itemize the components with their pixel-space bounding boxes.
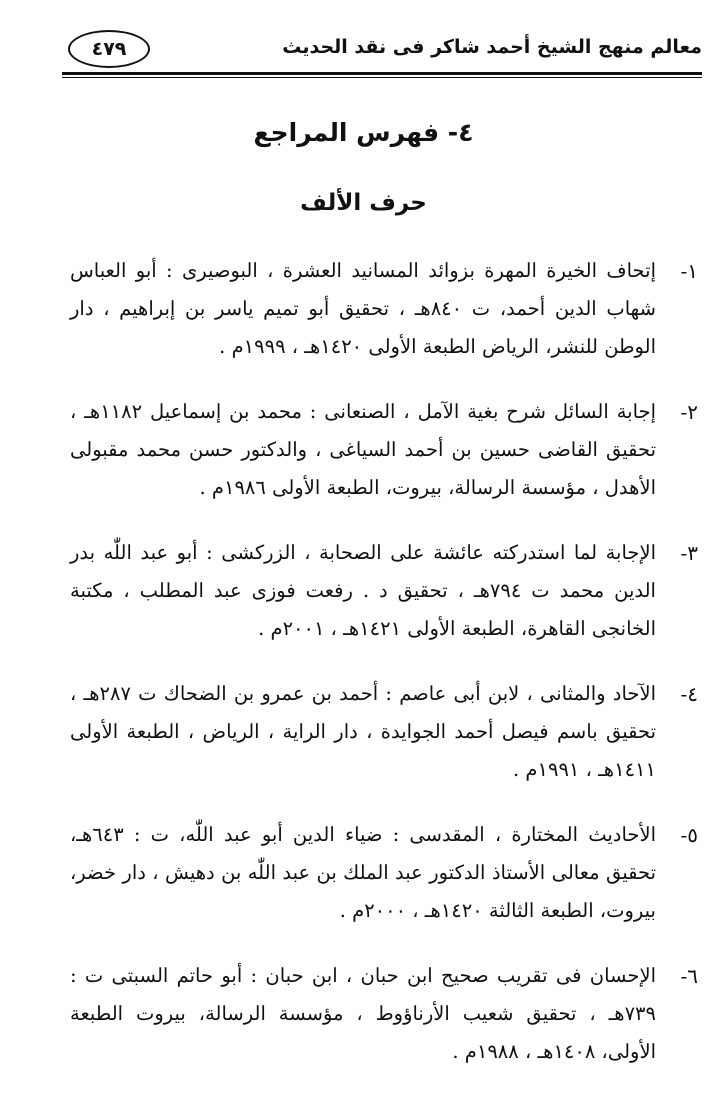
- entry-text: إجابة السائل شرح بغية الآمل ، الصنعانى : محمد بن إسماعيل ١١٨٢هـ ، تحقيق القاضى حسين بن أحمد السياغى ، والدكتور حسن محمد مقبولى الأهدل ، مؤسسة الرسالة، بيروت، الطبعة الأولى ١٩٨٦م .: [70, 400, 656, 499]
- entry-number: ٤-: [680, 682, 698, 706]
- entry-number: ٥-: [680, 823, 698, 847]
- entry-number: ٢-: [680, 400, 698, 424]
- running-title: معالم منهج الشيخ أحمد شاكر فى نقد الحديث: [282, 36, 702, 58]
- header-rule-thick: [62, 72, 702, 75]
- reference-entry: [70, 534, 698, 648]
- entry-text: الإجابة لما استدركته عائشة على الصحابة ، الزركشى : أبو عبد اللّٰه بدر الدين محمد ت ٧٩٤هـ ، تحقيق د . رفعت فوزى عبد المطلب ، مكتبة الخانجى القاهرة، الطبعة الأولى ١٤٢١هـ ، ٢٠٠١م .: [70, 541, 656, 640]
- reference-entry: [70, 393, 698, 507]
- entry-number: ٦-: [680, 964, 698, 988]
- page-number: ٤٧٩: [68, 30, 150, 68]
- entry-text: الأحاديث المختارة ، المقدسى : ضياء الدين أبو عبد اللّٰه، ت : ٦٤٣هـ، تحقيق معالى الأستاذ الدكتور عبد الملك بن عبد اللّٰه بن دهيش ، دار خضر، بيروت، الطبعة الثالثة ١٤٢٠هـ ، ٢٠٠٠م .: [70, 823, 656, 922]
- reference-entry: [70, 816, 698, 930]
- entry-text: الإحسان فى تقريب صحيح ابن حبان ، ابن حبان : أبو حاتم السبتى ت : ٧٣٩هـ ، تحقيق شعيب الأرناؤوط ، مؤسسة الرسالة، بيروت الطبعة الأولى، ١٤٠٨هـ ، ١٩٨٨م .: [70, 964, 656, 1063]
- reference-entry: [70, 252, 698, 366]
- entry-number: ٣-: [680, 541, 698, 565]
- letter-heading: حرف الألف: [300, 190, 427, 216]
- entry-text: الآحاد والمثانى ، لابن أبى عاصم : أحمد بن عمرو بن الضحاك ت ٢٨٧هـ ، تحقيق باسم فيصل أحمد الجوايدة ، دار الراية ، الرياض ، الطبعة الأولى ١٤١١هـ ، ١٩٩١م .: [70, 682, 657, 781]
- reference-entry: [70, 675, 698, 789]
- reference-entry: [70, 957, 698, 1071]
- page-header: [62, 30, 702, 70]
- header-rule-thin: [62, 77, 702, 78]
- entry-text: إتحاف الخيرة المهرة بزوائد المسانيد العشرة ، البوصيرى : أبو العباس شهاب الدين أحمد، ت ٨٤٠هـ ، تحقيق أبو تميم ياسر بن إبراهيم ، دار الوطن للنشر، الرياض الطبعة الأولى ١٤٢٠هـ ، ١٩٩٩م .: [70, 259, 656, 358]
- entry-number: ١-: [680, 259, 698, 283]
- section-heading: ٤- فهرس المراجع: [253, 118, 474, 147]
- reference-list: [70, 252, 698, 1098]
